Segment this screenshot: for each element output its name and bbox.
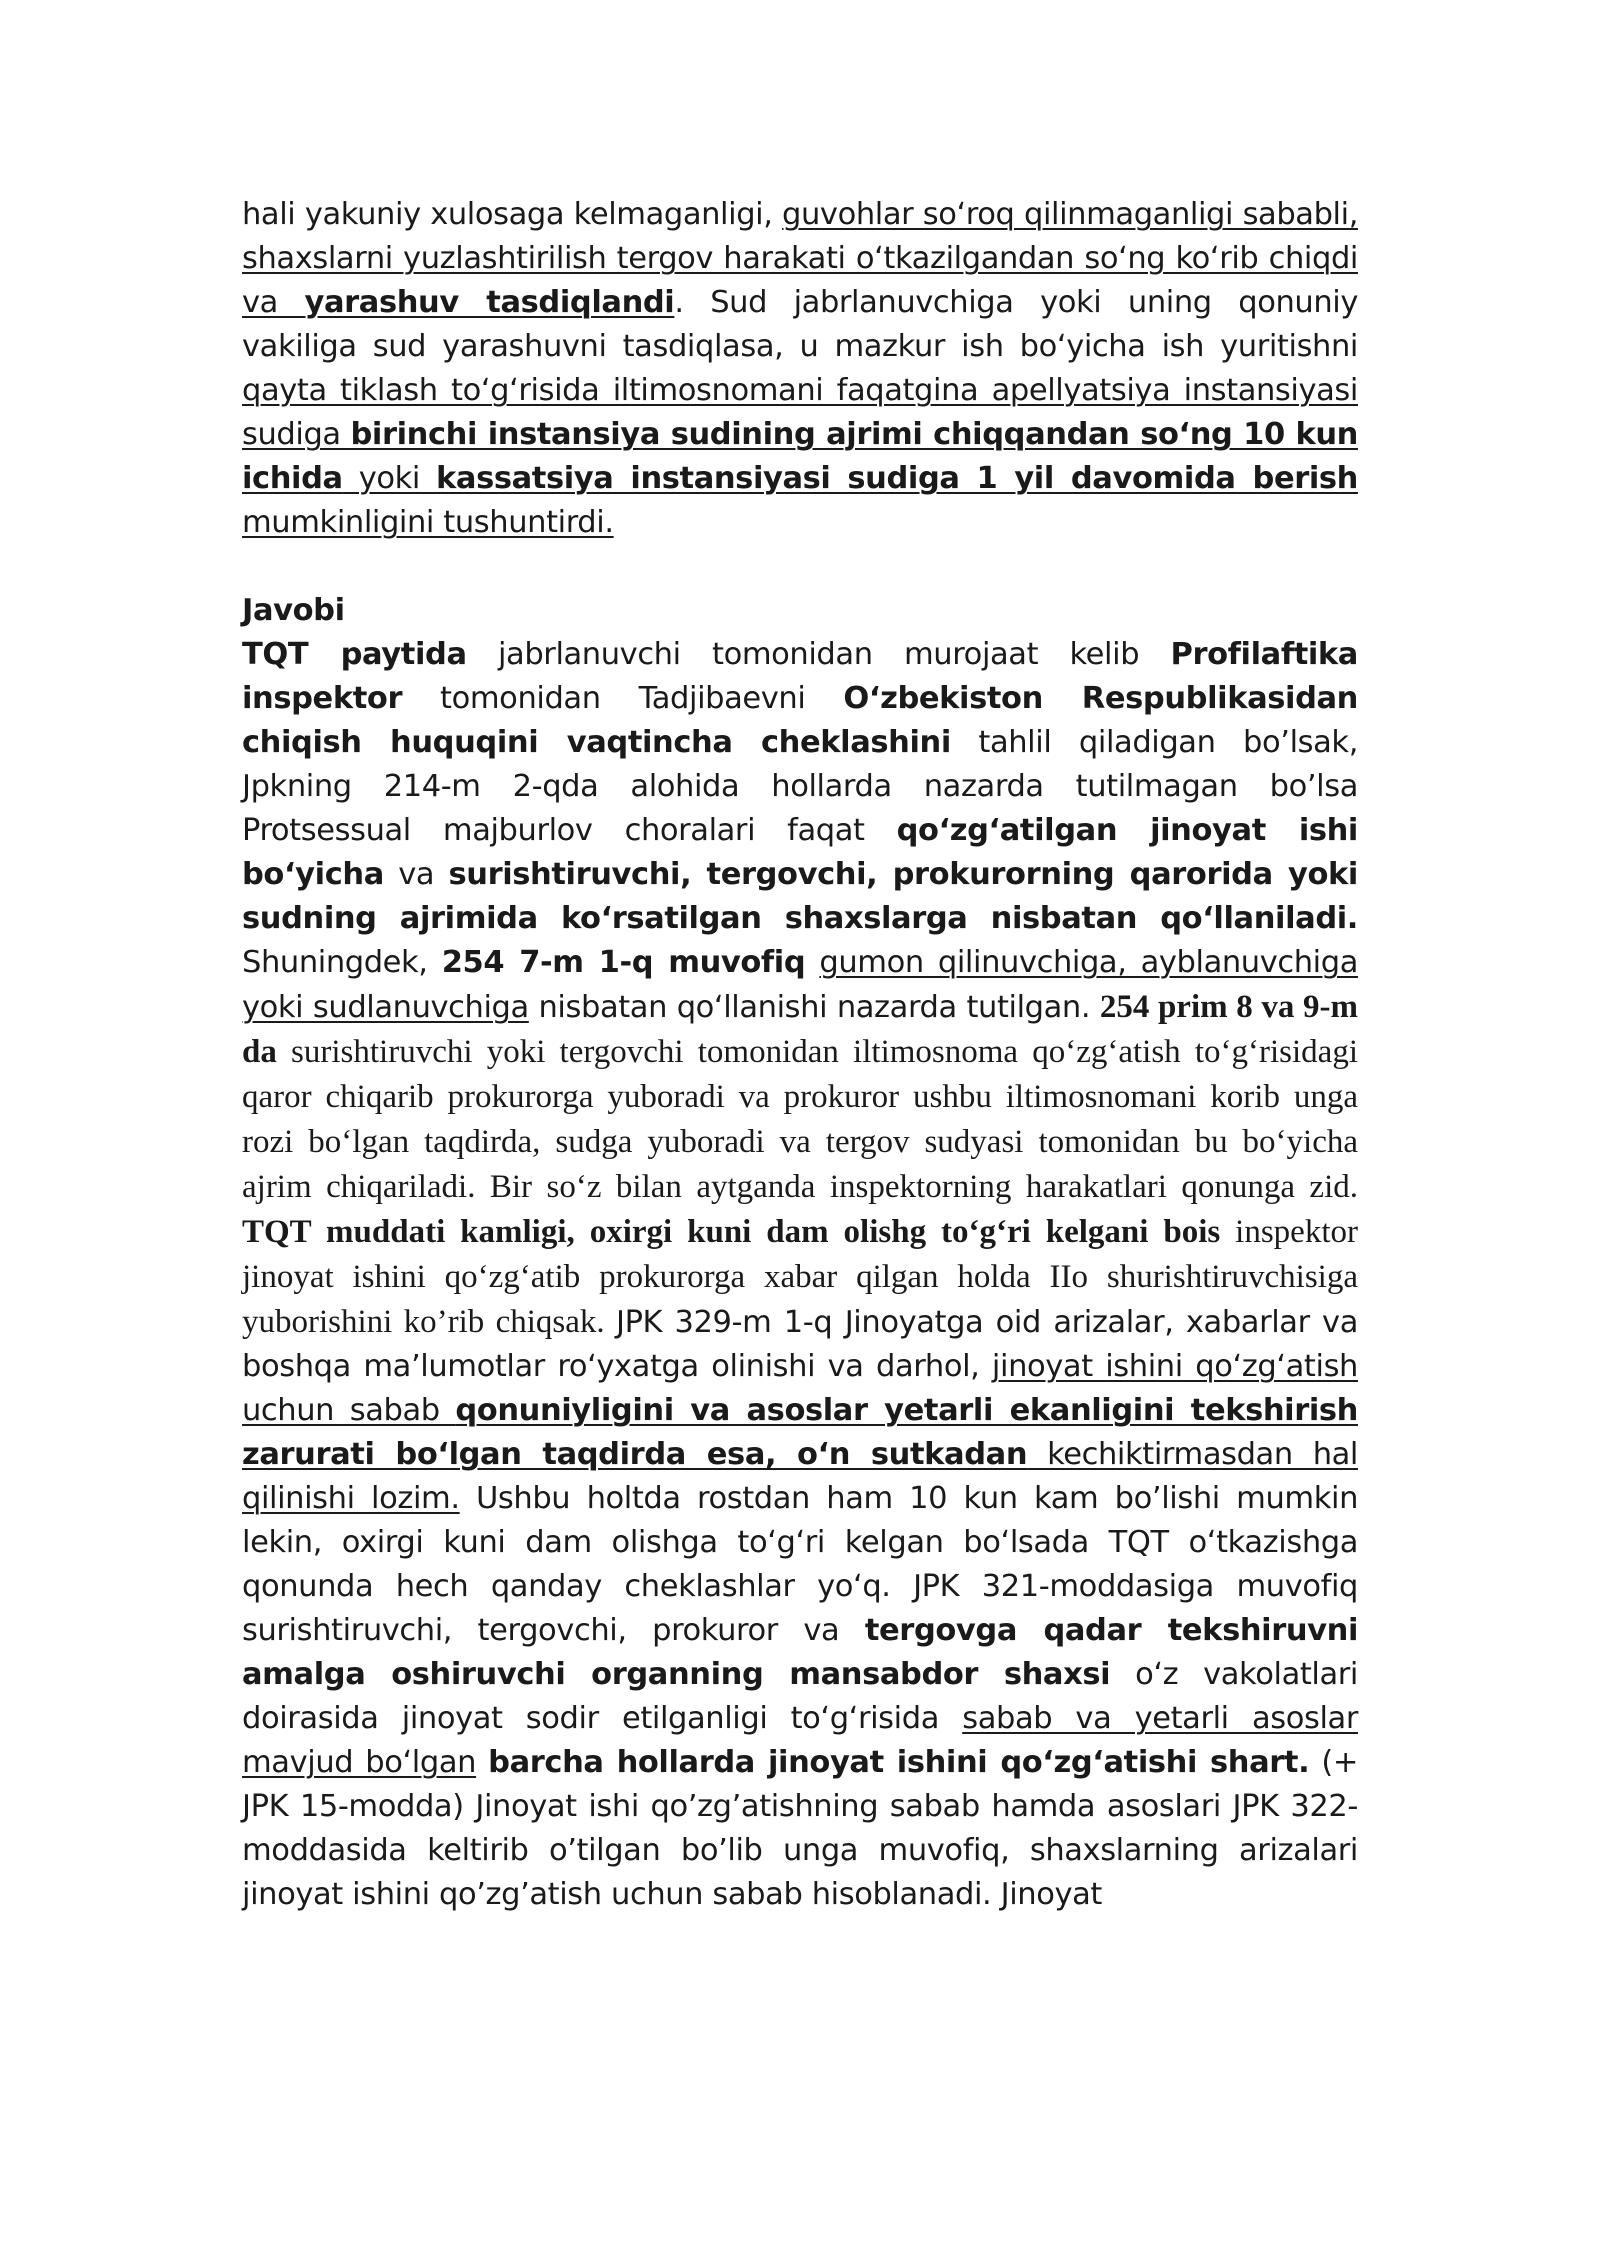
text-run: tergovga qadar tekshiruvni amalga oshiruvchi organning mansabdor shaxsi [242, 1613, 1358, 1692]
text-run: hali yakuniy xulosaga kelmaganligi, [242, 197, 783, 232]
text-run: kechiktirmasdan hal qilinishi lozim. [242, 1437, 1358, 1516]
text-run: yarashuv tasdiqlandi [304, 285, 675, 320]
text-run: Profilaftika inspektor [242, 637, 1358, 716]
text-run: mumkinligini tushuntirdi. [242, 505, 614, 540]
text-run: birinchi instansiya sudining ajrimi chiqqandan so‘ng 10 kun ichida [242, 417, 1358, 496]
text-run: JPK 329-m 1-q Jinoyatga oid arizalar, xabarlar va boshqa ma’lumotlar ro‘yxatga olinishi va darhol, [242, 1305, 1358, 1384]
text-run: o‘z vakolatlari doirasida jinoyat sodir etilganligi to‘g‘risida [242, 1657, 1358, 1736]
text-run: tahlil qiladigan bo’lsak, Jpkning 214-m 2-qda alohida hollarda nazarda tutilmagan bo’lsa Protsessual majburlov choralari faqat [242, 725, 1358, 848]
section-heading: Javobi [242, 593, 345, 628]
text-run: TQT muddati kamligi, oxirgi kuni dam olishg to‘g‘ri kelgani bois [242, 1214, 1221, 1250]
text-run: yoki [342, 461, 437, 496]
text-run: va [383, 857, 449, 892]
text-run: kassatsiya instansiyasi sudiga 1 yil davomida berish [436, 461, 1358, 496]
text-run: barcha hollarda jinoyat ishini qo‘zg‘atishi shart. [488, 1745, 1310, 1780]
text-run [805, 945, 819, 980]
text-run: qonuniyligini va asoslar yetarli ekanligini tekshirish zarurati bo‘lgan taqdirda esa, o‘n sutkadan [242, 1393, 1358, 1472]
text-run: surishtiruvchi, tergovchi, prokurorning qarorida yoki sudning ajrimida ko‘rsatilgan shaxslarga nisbatan qo‘llaniladi. [242, 857, 1358, 936]
paragraph-continuation [242, 193, 1358, 545]
text-run: jabrlanuvchi tomonidan murojaat kelib [466, 637, 1171, 672]
text-run: Ushbu holtda rostdan ham 10 kun kam bo’lishi mumkin lekin, oxirgi kuni dam olishga to‘g‘ri kelgan bo‘lsada TQT o‘tkazishga qonunda hech qanday cheklashlar yo‘q. JPK 321-moddasiga muvofiq surishtiruvchi, tergovchi, prokuror va [242, 1481, 1358, 1648]
text-run [476, 1745, 488, 1780]
text-run: Shuningdek, [242, 945, 442, 980]
document-page [242, 193, 1358, 1917]
paragraph-spacer [242, 545, 1358, 589]
text-run: nisbatan qo‘llanishi nazarda tutilgan. [528, 990, 1100, 1025]
text-run: . Sud jabrlanuvchiga yoki uning qonuniy vakiliga sud yarashuvni tasdiqlasa, u mazkur ish bo‘yicha ish yuritishni [242, 285, 1358, 364]
text-run: TQT paytida [242, 637, 467, 672]
text-run: gumon qilinuvchiga, ayblanuvchiga yoki sudlanuvchiga [242, 945, 1359, 1025]
answer-paragraph [242, 633, 1358, 1917]
text-run: jinoyat ishini qo‘zg‘atish uchun sabab [242, 1349, 1358, 1428]
text-run: (+ JPK 15-modda) Jinoyat ishi qo’zg’atishning sabab hamda asoslari JPK 322-moddasida keltirib o’tilgan bo’lib unga muvofiq, shaxslarning arizalari jinoyat ishini qo’zg’atish uchun sabab hisoblanadi. Jinoyat [242, 1745, 1358, 1912]
text-run: 254 7-m 1-q muvofiq [441, 945, 806, 980]
text-run: qayta tiklash to‘g‘risida iltimosnomani faqatgina apellyatsiya instansiyasi sudiga [242, 373, 1358, 452]
text-run: tomonidan Tadjibaevni [402, 681, 844, 716]
text-run: O‘zbekiston Respublikasidan chiqish huquqini vaqtincha cheklashini [242, 681, 1358, 760]
text-run: surishtiruvchi yoki tergovchi tomonidan iltimosnoma qo‘zg‘atish to‘g‘risidagi qaror chiqarib prokurorga yuboradi va prokuror ushbu iltimosnomani korib unga rozi bo‘lgan taqdirda, sudga yuboradi va tergov sudyasi tomonidan bu bo‘yicha ajrim chiqariladi. Bir so‘z bilan aytganda inspektorning harakatlari qonunga zid. [242, 1034, 1358, 1205]
text-run: inspektor jinoyat ishini qo‘zg‘atib prokurorga xabar qilgan holda IIo shurishtiruvchisiga yuborishini ko’rib chiqsak. [242, 1214, 1358, 1340]
text-run: sabab va yetarli asoslar mavjud bo‘lgan [242, 1701, 1358, 1780]
text-run: guvohlar so‘roq qilinmaganligi sababli, shaxslarni yuzlashtirilish tergov harakati o‘tkazilgandan so‘ng ko‘rib chiqdi va [242, 197, 1359, 320]
text-run: 254 prim 8 va 9-m da [242, 989, 1358, 1070]
text-run: qo‘zg‘atilgan jinoyat ishi bo‘yicha [242, 813, 1358, 892]
